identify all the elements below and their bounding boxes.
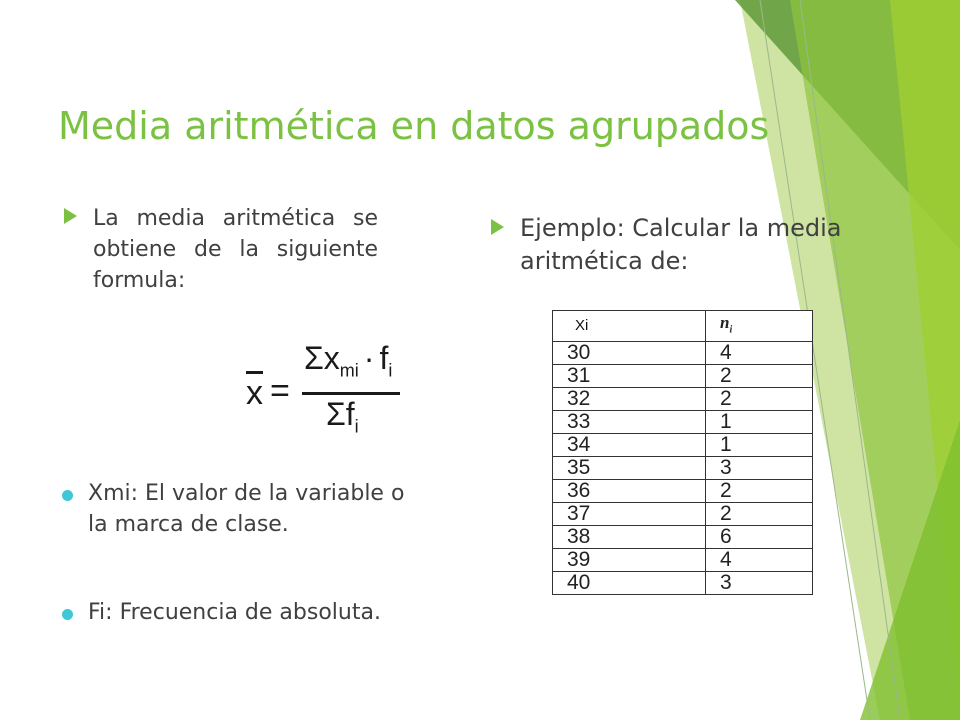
header-ni-n: n — [720, 313, 730, 332]
cell-xi: 35 — [553, 457, 706, 480]
cell-xi: 40 — [553, 572, 706, 595]
data-table — [552, 310, 813, 595]
cell-ni: 4 — [706, 342, 813, 365]
cell-xi: 30 — [553, 342, 706, 365]
cell-xi: 33 — [553, 411, 706, 434]
cell-xi: 37 — [553, 503, 706, 526]
cell-xi: 31 — [553, 365, 706, 388]
formula-sum-f: Σf — [326, 396, 355, 432]
table-row — [553, 549, 813, 572]
table-row — [553, 480, 813, 503]
bullet-arrow-icon — [64, 208, 77, 224]
table-row — [553, 342, 813, 365]
formula-numerator — [304, 340, 392, 381]
cell-ni: 2 — [706, 503, 813, 526]
bullet-dot-icon — [62, 609, 73, 620]
cell-ni: 2 — [706, 365, 813, 388]
header-ni-i: i — [729, 324, 733, 336]
data-table-image — [552, 310, 813, 632]
definition-fi: Fi: Frecuencia de absoluta. — [88, 600, 381, 625]
formula-fraction-bar — [302, 392, 400, 395]
table-row — [553, 411, 813, 434]
table-row — [553, 388, 813, 411]
table-row — [553, 457, 813, 480]
formula-sub-i: i — [388, 360, 393, 381]
cell-xi: 36 — [553, 480, 706, 503]
cell-xi: 32 — [553, 388, 706, 411]
table-row — [553, 503, 813, 526]
slide-title: Media aritmética en datos agrupados — [58, 104, 770, 148]
table-row — [553, 434, 813, 457]
cell-xi: 34 — [553, 434, 706, 457]
formula-denominator — [326, 396, 359, 437]
cell-ni: 2 — [706, 480, 813, 503]
definition-xmi: Xmi: El valor de la variable o la marca de clase. — [88, 481, 405, 537]
cell-ni: 4 — [706, 549, 813, 572]
formula-sub-mi: mi — [339, 360, 359, 381]
cell-ni: 1 — [706, 411, 813, 434]
formula-f: f — [379, 340, 389, 376]
formula-sum-x: Σx — [304, 340, 340, 376]
left-bullet-text: La media aritmética se obtiene de la siguiente formula: — [93, 206, 378, 293]
formula-lhs: $\overline{x}$ — [246, 374, 263, 412]
right-bullet-text: Ejemplo: Calcular la media aritmética de: — [520, 214, 842, 275]
table-row — [553, 526, 813, 549]
cell-xi: 38 — [553, 526, 706, 549]
cell-ni: 6 — [706, 526, 813, 549]
cell-ni: 2 — [706, 388, 813, 411]
cell-ni: 1 — [706, 434, 813, 457]
formula-dot: · — [363, 340, 375, 376]
formula-equals: = — [270, 372, 290, 410]
bullet-arrow-icon — [491, 219, 504, 235]
header-xi: Xi — [553, 311, 706, 342]
mean-formula — [246, 340, 406, 440]
table-row — [553, 572, 813, 595]
bullet-dot-icon — [62, 490, 73, 501]
formula-den-sub-i: i — [354, 416, 359, 437]
table-header-row — [553, 311, 813, 342]
cell-ni: 3 — [706, 457, 813, 480]
cell-xi: 39 — [553, 549, 706, 572]
cell-ni: 3 — [706, 572, 813, 595]
header-ni — [706, 311, 813, 342]
table-row — [553, 365, 813, 388]
